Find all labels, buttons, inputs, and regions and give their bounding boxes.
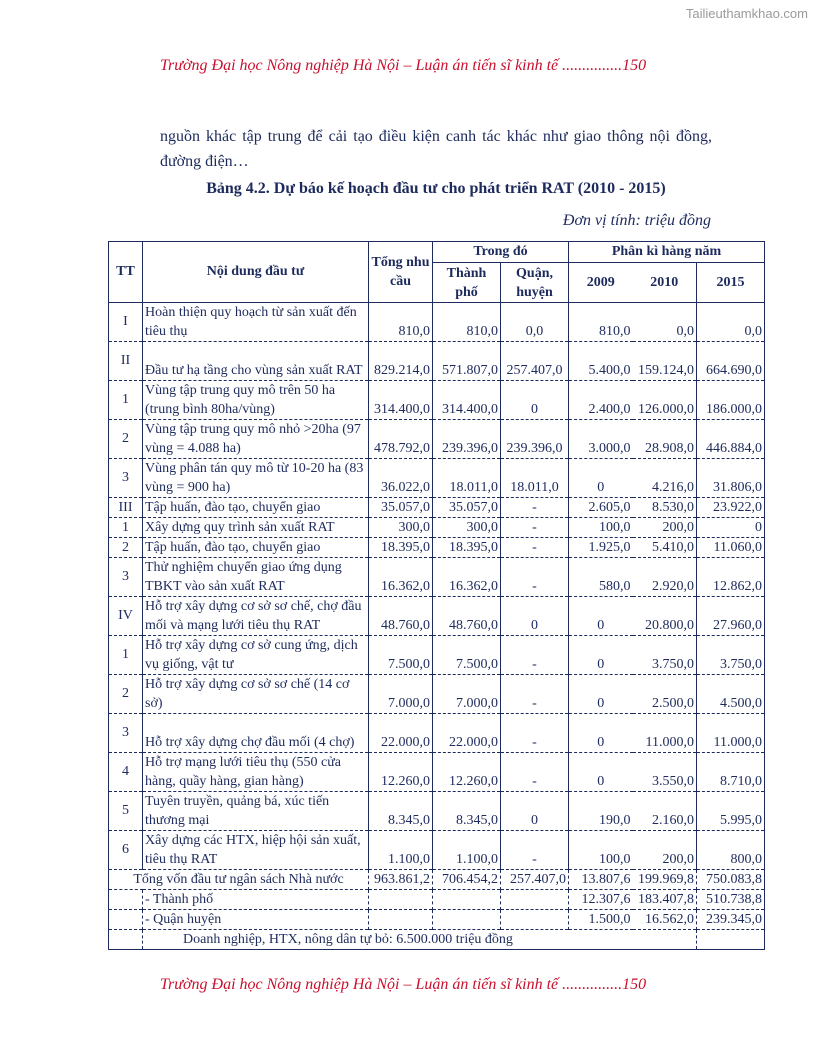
row-number: III: [109, 498, 143, 518]
table-row: [109, 518, 765, 538]
row-total: 7.500,0: [369, 636, 433, 675]
summary-district-2010: 16.562,0: [633, 910, 697, 930]
row-city: 571.807,0: [433, 342, 501, 381]
row-number: 4: [109, 753, 143, 792]
row-city: 314.400,0: [433, 381, 501, 420]
row-number: I: [123, 314, 128, 329]
row-city: 35.057,0: [433, 498, 501, 518]
row-y2015: 4.500,0: [697, 675, 765, 714]
row-district: -: [501, 518, 569, 538]
row-y2015: 664.690,0: [697, 342, 765, 381]
summary-total: 963.861,2: [369, 870, 433, 890]
row-number: 3: [109, 459, 143, 498]
summary-district-row: [109, 910, 765, 930]
row-total: 829.214,0: [369, 342, 433, 381]
row-y2009: 1.925,0: [569, 538, 633, 558]
row-y2009: 0: [569, 597, 633, 636]
row-content: Vùng phân tán quy mô từ 10-20 ha (83 vùng = 900 ha): [143, 459, 369, 498]
row-number: 2: [109, 420, 143, 459]
row-district: 0: [501, 381, 569, 420]
header-group-trong-do: Trong đó: [433, 242, 569, 263]
summary-note: Doanh nghiệp, HTX, nông dân tự bỏ: 6.500.000 triệu đồng: [143, 930, 697, 950]
row-district: -: [501, 558, 569, 597]
table-row: [109, 753, 765, 792]
row-number: 5: [109, 792, 143, 831]
row-city: 18.011,0: [433, 459, 501, 498]
row-content: Tuyên truyền, quảng bá, xúc tiến thương mại: [143, 792, 369, 831]
table-body: [109, 303, 765, 950]
row-y2010: 126.000,0: [633, 381, 697, 420]
table-row: [109, 597, 765, 636]
row-total: 16.362,0: [369, 558, 433, 597]
summary-city-2010: 183.407,8: [633, 890, 697, 910]
row-y2010: 2.920,0: [633, 558, 697, 597]
row-total: 810,0: [369, 303, 433, 342]
watermark: Tailieuthamkhao.com: [685, 6, 808, 21]
row-content: Vùng tập trung quy mô nhỏ >20ha (97 vùng = 4.088 ha): [143, 420, 369, 459]
row-total: 314.400,0: [369, 381, 433, 420]
page-footer: Trường Đại học Nông nghiệp Hà Nội – Luận án tiến sĩ kinh tế ...............150: [160, 976, 647, 993]
row-number: II: [109, 342, 143, 381]
row-y2010: 2.500,0: [633, 675, 697, 714]
row-number: 1: [109, 636, 143, 675]
row-total: 8.345,0: [369, 792, 433, 831]
row-total: 300,0: [369, 518, 433, 538]
table-title: Bảng 4.2. Dự báo kế hoạch đầu tư cho phát triển RAT (2010 - 2015): [206, 180, 666, 197]
row-city: 7.000,0: [433, 675, 501, 714]
table-row: [109, 381, 765, 420]
row-y2009: 0: [569, 714, 633, 753]
row-total: 478.792,0: [369, 420, 433, 459]
table-row: [109, 459, 765, 498]
row-district: -: [501, 675, 569, 714]
row-content: Hỗ trợ xây dựng chợ đầu mối (4 chợ): [143, 714, 369, 753]
row-y2009: 3.000,0: [569, 420, 633, 459]
row-district: 0,0: [501, 303, 569, 342]
header-district: Quận, huyện: [501, 263, 569, 303]
table-row: [109, 675, 765, 714]
row-y2015: 446.884,0: [697, 420, 765, 459]
row-y2010: 200,0: [633, 518, 697, 538]
row-y2009: 810,0: [569, 303, 633, 342]
header-total: Tổng nhu cầu: [369, 242, 433, 303]
row-y2015: 186.000,0: [697, 381, 765, 420]
row-content: Tập huấn, đào tạo, chuyển giao: [143, 538, 369, 558]
body-paragraph: nguồn khác tập trung để cải tạo điều kiện canh tác khác như giao thông nội đồng, đường điện…: [160, 128, 712, 170]
row-y2009: 100,0: [569, 831, 633, 870]
row-content: Hỗ trợ mạng lưới tiêu thụ (550 cửa hàng, quầy hàng, gian hàng): [143, 753, 369, 792]
row-y2015: 12.862,0: [697, 558, 765, 597]
table-row: [109, 538, 765, 558]
row-y2010: 3.550,0: [633, 753, 697, 792]
header-content: Nội dung đầu tư: [143, 242, 369, 303]
row-number: 1: [109, 381, 143, 420]
row-district: 257.407,0: [501, 342, 569, 381]
row-y2010: 2.160,0: [633, 792, 697, 831]
row-district: 0: [501, 792, 569, 831]
summary-2015: 750.083,8: [697, 870, 765, 890]
row-city: 300,0: [433, 518, 501, 538]
header-city: Thành phố: [433, 263, 501, 303]
table-row: [109, 342, 765, 381]
row-number: IV: [109, 597, 143, 636]
row-district: 18.011,0: [501, 459, 569, 498]
header-2015: 2015: [697, 263, 765, 303]
row-city: 1.100,0: [433, 831, 501, 870]
summary-city-label: - Thành phố: [143, 890, 369, 910]
row-total: 22.000,0: [369, 714, 433, 753]
summary-city-row: [109, 890, 765, 910]
row-content: Đầu tư hạ tầng cho vùng sản xuất RAT: [143, 342, 369, 381]
table-row: [109, 498, 765, 518]
summary-city-2009: 12.307,6: [569, 890, 633, 910]
row-city: 239.396,0: [433, 420, 501, 459]
row-district: -: [501, 636, 569, 675]
row-y2010: 28.908,0: [633, 420, 697, 459]
row-number: 6: [109, 831, 143, 870]
row-y2009: 2.400,0: [569, 381, 633, 420]
row-y2015: 3.750,0: [697, 636, 765, 675]
row-total: 1.100,0: [369, 831, 433, 870]
row-number: 1: [109, 518, 143, 538]
row-y2015: 0: [697, 518, 765, 538]
row-number: 2: [109, 538, 143, 558]
row-content: Hỗ trợ xây dựng cơ sở cung ứng, dịch vụ giống, vật tư: [143, 636, 369, 675]
row-content: Hoàn thiện quy hoạch từ sản xuất đến tiêu thụ: [143, 303, 369, 342]
table-row: [109, 420, 765, 459]
row-y2009: 0: [569, 753, 633, 792]
row-y2009: 100,0: [569, 518, 633, 538]
row-city: 12.260,0: [433, 753, 501, 792]
summary-2010: 199.969,8: [633, 870, 697, 890]
row-y2015: 0,0: [697, 303, 765, 342]
row-y2010: 5.410,0: [633, 538, 697, 558]
summary-city: 706.454,2: [433, 870, 501, 890]
row-y2015: 11.060,0: [697, 538, 765, 558]
row-total: 12.260,0: [369, 753, 433, 792]
row-y2010: 159.124,0: [633, 342, 697, 381]
summary-total-row: [109, 870, 765, 890]
row-city: 810,0: [433, 303, 501, 342]
row-y2010: 8.530,0: [633, 498, 697, 518]
row-content: Xây dựng các HTX, hiệp hội sản xuất, tiêu thụ RAT: [143, 831, 369, 870]
row-district: -: [501, 753, 569, 792]
summary-district-2015: 239.345,0: [697, 910, 765, 930]
row-city: 48.760,0: [433, 597, 501, 636]
row-city: 22.000,0: [433, 714, 501, 753]
page-header: Trường Đại học Nông nghiệp Hà Nội – Luận án tiến sĩ kinh tế ...............150: [160, 57, 647, 74]
row-y2010: 11.000,0: [633, 714, 697, 753]
row-y2009: 0: [569, 636, 633, 675]
row-number: 3: [109, 558, 143, 597]
row-y2009: 580,0: [569, 558, 633, 597]
summary-note-row: [109, 930, 765, 950]
row-y2010: 20.800,0: [633, 597, 697, 636]
row-city: 18.395,0: [433, 538, 501, 558]
row-number: 2: [109, 675, 143, 714]
summary-city-2015: 510.738,8: [697, 890, 765, 910]
row-y2015: 23.922,0: [697, 498, 765, 518]
header-2010: 2010: [633, 263, 697, 303]
header-group-phan-ki: Phân kì hàng năm: [569, 242, 765, 263]
table-row: [109, 792, 765, 831]
unit-label: Đơn vị tính: triệu đồng: [562, 212, 711, 229]
investment-table: [108, 241, 765, 950]
row-content: Tập huấn, đào tạo, chuyển giao: [143, 498, 369, 518]
summary-total-label: Tổng vốn đầu tư ngân sách Nhà nước: [109, 870, 369, 890]
row-district: -: [501, 538, 569, 558]
summary-district: 257.407,0: [501, 870, 569, 890]
row-y2009: 5.400,0: [569, 342, 633, 381]
row-content: Hỗ trợ xây dựng cơ sở sơ chế (14 cơ sở): [143, 675, 369, 714]
table-row: [109, 636, 765, 675]
row-city: 7.500,0: [433, 636, 501, 675]
header-tt: TT: [109, 242, 143, 303]
row-total: 7.000,0: [369, 675, 433, 714]
row-content: Hỗ trợ xây dựng cơ sở sơ chế, chợ đầu mối và mạng lưới tiêu thụ RAT: [143, 597, 369, 636]
row-total: 48.760,0: [369, 597, 433, 636]
row-total: 36.022,0: [369, 459, 433, 498]
row-y2015: 27.960,0: [697, 597, 765, 636]
row-city: 16.362,0: [433, 558, 501, 597]
row-y2015: 5.995,0: [697, 792, 765, 831]
row-content: Thử nghiệm chuyển giao ứng dụng TBKT vào sản xuất RAT: [143, 558, 369, 597]
row-district: 239.396,0: [501, 420, 569, 459]
row-y2015: 11.000,0: [697, 714, 765, 753]
row-y2009: 190,0: [569, 792, 633, 831]
row-y2010: 200,0: [633, 831, 697, 870]
row-y2009: 0: [569, 459, 633, 498]
table-row: [109, 831, 765, 870]
row-content: Xây dựng quy trình sản xuất RAT: [143, 518, 369, 538]
row-district: -: [501, 498, 569, 518]
row-total: 35.057,0: [369, 498, 433, 518]
row-city: 8.345,0: [433, 792, 501, 831]
row-y2010: 3.750,0: [633, 636, 697, 675]
table-row: [109, 303, 765, 342]
row-y2010: 0,0: [676, 324, 694, 339]
row-y2015: 31.806,0: [697, 459, 765, 498]
row-content: Vùng tập trung quy mô trên 50 ha (trung bình 80ha/vùng): [143, 381, 369, 420]
row-y2015: 800,0: [697, 831, 765, 870]
summary-district-label: - Quận huyện: [143, 910, 369, 930]
summary-2009: 13.807,6: [569, 870, 633, 890]
row-district: -: [501, 714, 569, 753]
row-y2009: 0: [569, 675, 633, 714]
table-row: [109, 558, 765, 597]
row-y2010: 4.216,0: [633, 459, 697, 498]
row-total: 18.395,0: [369, 538, 433, 558]
row-y2009: 2.605,0: [569, 498, 633, 518]
row-district: 0: [501, 597, 569, 636]
header-2009: 2009: [569, 263, 633, 303]
table-row: [109, 714, 765, 753]
row-y2015: 8.710,0: [697, 753, 765, 792]
summary-district-2009: 1.500,0: [569, 910, 633, 930]
row-number: 3: [109, 714, 143, 753]
row-district: -: [501, 831, 569, 870]
